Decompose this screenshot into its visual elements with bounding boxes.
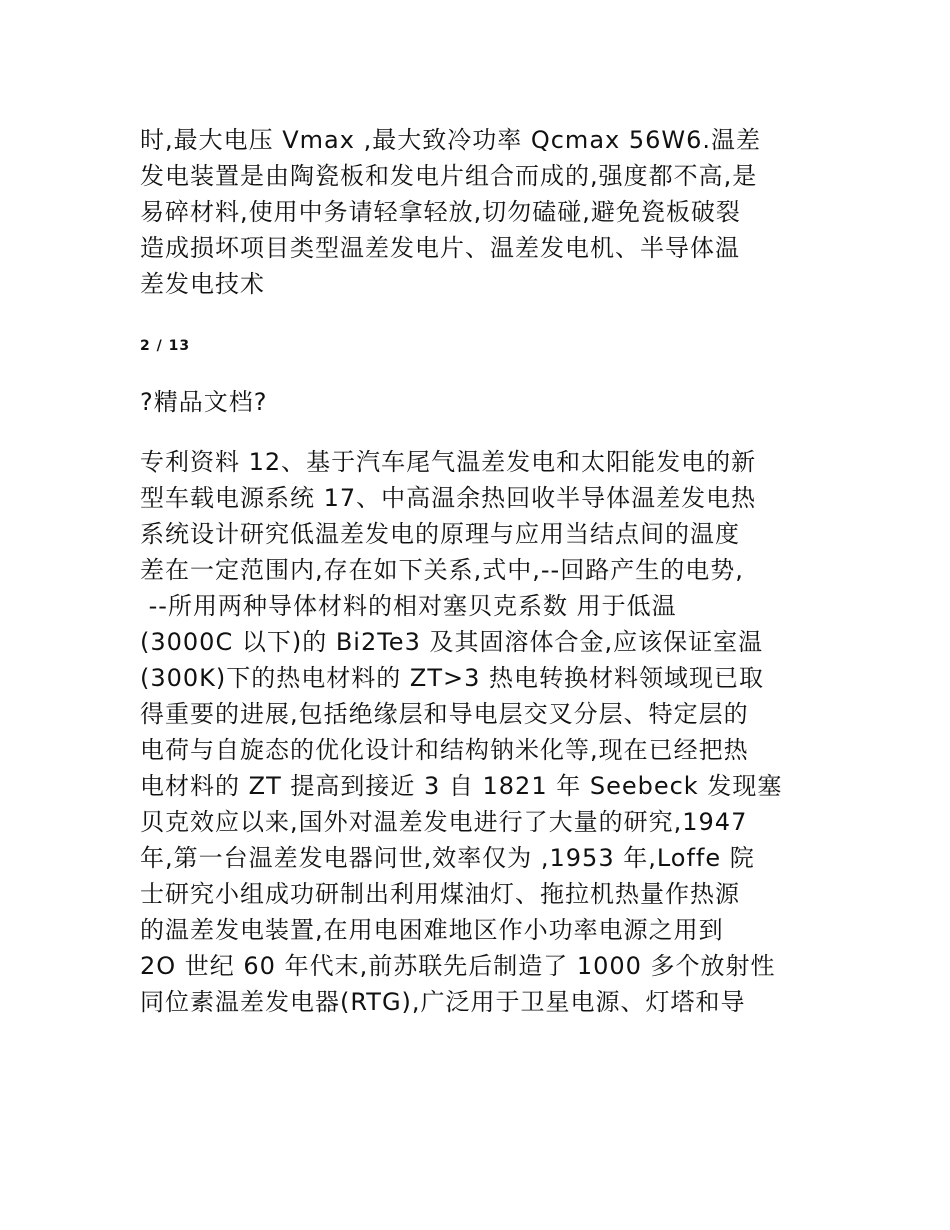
- text-line: 发电装置是由陶瓷板和发电片组合而成的,强度都不高,是: [140, 162, 758, 190]
- text-line: 差在一定范围内,存在如下关系,式中,--回路产生的电势,: [140, 556, 744, 584]
- text-line: 年,第一台温差发电器问世,效率仅为 ,1953 年,Loffe 院: [140, 844, 755, 872]
- text-line: (3000C 以下)的 Bi2Te3 及其固溶体合金,应该保证室温: [140, 628, 764, 656]
- paragraph-intro: [140, 122, 820, 302]
- text-line: 造成损坏项目类型温差发电片、温差发电机、半导体温: [140, 234, 740, 262]
- text-line: 型车载电源系统 17、中高温余热回收半导体温差发电热: [140, 484, 757, 512]
- paragraph-main: [140, 444, 820, 1020]
- text-line: 差发电技术: [140, 270, 265, 298]
- text-line: 贝克效应以来,国外对温差发电进行了大量的研究,1947: [140, 808, 748, 836]
- text-line: --所用两种导体材料的相对塞贝克系数 用于低温: [140, 592, 677, 620]
- text-line: 电材料的 ZT 提高到接近 3 自 1821 年 Seebeck 发现塞: [140, 772, 783, 800]
- text-line: 专利资料 12、基于汽车尾气温差发电和太阳能发电的新: [140, 448, 757, 476]
- text-line: 系统设计研究低温差发电的原理与应用当结点间的温度: [140, 520, 740, 548]
- text-line: 士研究小组成功研制出利用煤油灯、拖拉机热量作热源: [140, 880, 740, 908]
- text-line: 同位素温差发电器(RTG),广泛用于卫星电源、灯塔和导: [140, 988, 746, 1016]
- text-line: 2O 世纪 60 年代末,前苏联先后制造了 1000 多个放射性: [140, 952, 776, 980]
- text-line: 的温差发电装置,在用电困难地区作小功率电源之用到: [140, 916, 724, 944]
- text-line: 电荷与自旋态的优化设计和结构钠米化等,现在已经把热: [140, 736, 749, 764]
- text-line: 得重要的进展,包括绝缘层和导电层交叉分层、特定层的: [140, 700, 749, 728]
- text-line: (300K)下的热电材料的 ZT>3 热电转换材料领域现已取: [140, 664, 765, 692]
- document-heading: ?精品文档?: [140, 388, 268, 416]
- text-line: 易碎材料,使用中务请轻拿轻放,切勿磕碰,避免瓷板破裂: [140, 198, 741, 226]
- page-number: 2 / 13: [140, 338, 191, 354]
- text-line: 时,最大电压 Vmax ,最大致冷功率 Qcmax 56W6.温差: [140, 126, 762, 154]
